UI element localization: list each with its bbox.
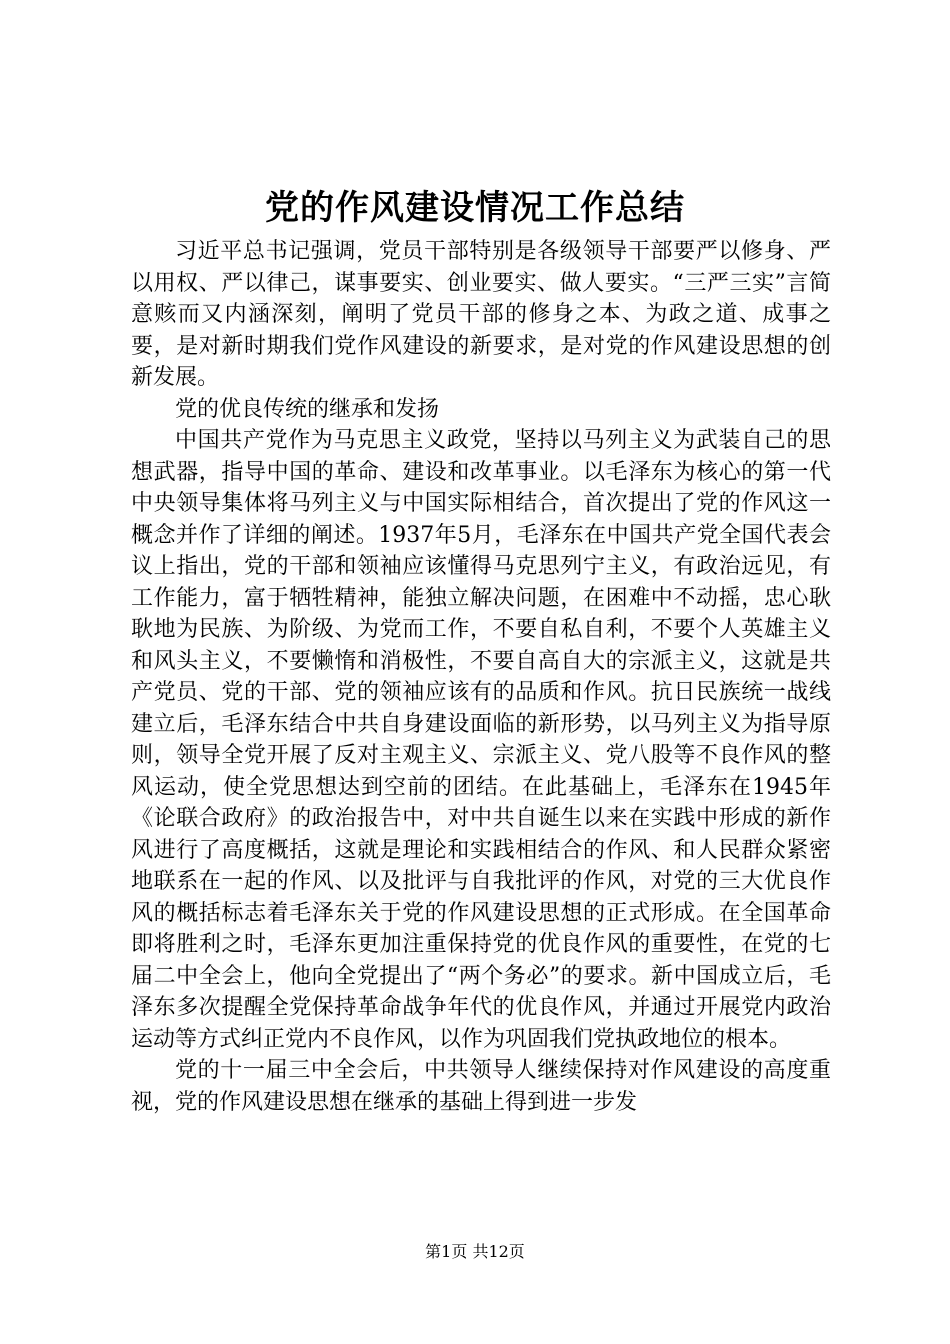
intro-paragraph: 习近平总书记强调，党员干部特别是各级领导干部要严以修身、严以用权、严以律己，谋事要实、创业要实、做人要实。“三严三实”言简意赅而又内涵深刻，阐明了党员干部的修身之本、为政之道、成事之要，是对新时期我们党作风建设的新要求，是对党的作风建设思想的创新发展。: [131, 239, 831, 390]
continuation-paragraph: 党的十一届三中全会后，中共领导人继续保持对作风建设的高度重视，党的作风建设思想在继承的基础上得到进一步发: [131, 1058, 831, 1115]
document-title: 党的作风建设情况工作总结: [265, 188, 685, 228]
document-body: [131, 236, 831, 1118]
page-footer: 第1页 共12页: [425, 1242, 525, 1261]
section-heading: 党的优良传统的继承和发扬: [175, 396, 440, 422]
history-paragraph: 中国共产党作为马克思主义政党，坚持以马列主义为武装自己的思想武器，指导中国的革命、建设和改革事业。以毛泽东为核心的第一代中央领导集体将马列主义与中国实际相结合，首次提出了党的作风这一概念并作了详细的阐述。1937年5月，毛泽东在中国共产党全国代表会议上指出，党的干部和领袖应该懂得马克思列宁主义，有政治远见，有工作能力，富于牺牲精神，能独立解决问题，在困难中不动摇，忠心耿耿地为民族、为阶级、为党而工作，不要自私自利，不要个人英雄主义和风头主义，不要懒惰和消极性，不要自高自大的宗派主义，这就是共产党员、党的干部、党的领袖应该有的品质和作风。抗日民族统一战线建立后，毛泽东结合中共自身建设面临的新形势，以马列主义为指导原则，领导全党开展了反对主观主义、宗派主义、党八股等不良作风的整风运动，使全党思想达到空前的团结。在此基础上，毛泽东在1945年《论联合政府》的政治报告中，对中共自诞生以来在实践中形成的新作风进行了高度概括，这就是理论和实践相结合的作风、和人民群众紧密地联系在一起的作风、以及批评与自我批评的作风，对党的三大优良作风的概括标志着毛泽东关于党的作风建设思想的正式形成。在全国革命即将胜利之时，毛泽东更加注重保持党的优良作风的重要性，在党的七届二中全会上，他向全党提出了“两个务必”的要求。新中国成立后，毛泽东多次提醒全党保持革命战争年代的优良作风，并通过开展党内政治运动等方式纠正党内不良作风，以作为巩固我们党执政地位的根本。: [131, 428, 831, 1052]
